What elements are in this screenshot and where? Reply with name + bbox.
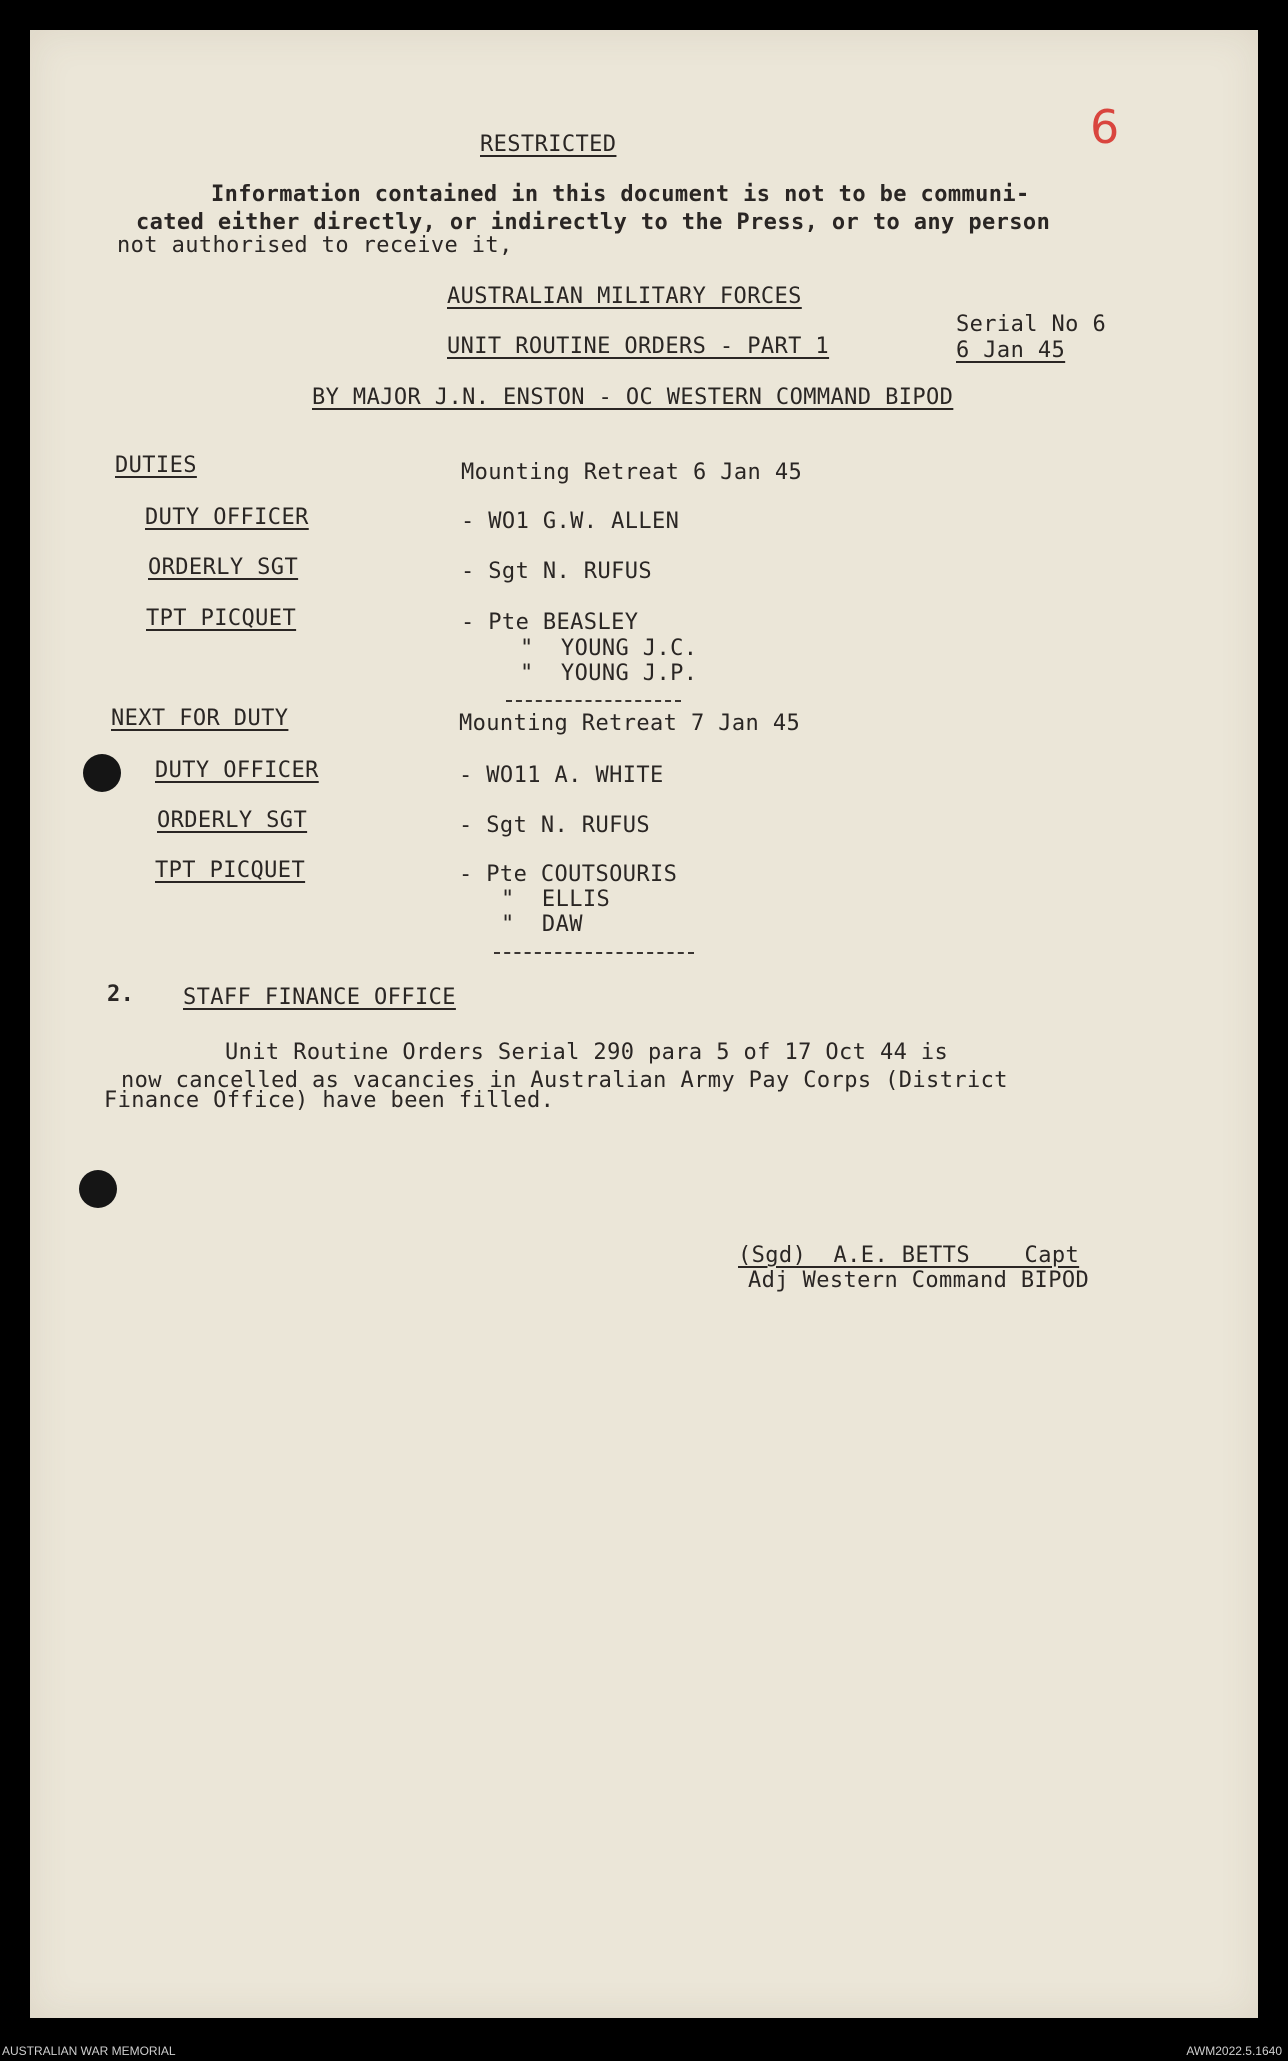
serial-date: 6 Jan 45 [956, 338, 1066, 363]
section-2-title: STAFF FINANCE OFFICE [183, 985, 456, 1010]
next-duty-officer-label: DUTY OFFICER [155, 758, 319, 783]
duties-orderly-sgt-value: - Sgt N. RUFUS [461, 559, 653, 584]
duties-mounting: Mounting Retreat 6 Jan 45 [461, 460, 803, 485]
section-2-body-line-1: Unit Routine Orders Serial 290 para 5 of 17 Oct 44 is [225, 1040, 949, 1065]
duties-tpt-picquet-value-2: " YOUNG J.C. [520, 636, 698, 661]
section-2-body-line-2: now cancelled as vacancies in Australian Army Pay Corps (District [121, 1068, 1008, 1093]
punch-hole [79, 1170, 117, 1208]
duties-duty-officer-value: - WO1 G.W. ALLEN [461, 509, 680, 534]
next-tpt-picquet-value-1: - Pte COUTSOURIS [459, 862, 678, 887]
duties-orderly-sgt-label: ORDERLY SGT [148, 555, 299, 580]
section-2-body-line-3: Finance Office) have been filled. [104, 1088, 555, 1113]
next-mounting: Mounting Retreat 7 Jan 45 [459, 711, 801, 736]
next-tpt-picquet-label: TPT PICQUET [155, 858, 306, 883]
duties-tpt-picquet-value-1: - Pte BEASLEY [461, 610, 639, 635]
section-2-number: 2. [107, 982, 135, 1007]
duties-label: DUTIES [115, 453, 197, 478]
serial-number: Serial No 6 [956, 312, 1107, 337]
footer-archive-name: AUSTRALIAN WAR MEMORIAL [2, 2044, 176, 2058]
heading-orders: UNIT ROUTINE ORDERS - PART 1 [447, 334, 830, 359]
punch-hole [83, 754, 121, 792]
section-divider [506, 700, 681, 702]
warning-line-2: cated either directly, or indirectly to the Press, or to any person [136, 210, 1051, 235]
signature-line-2: Adj Western Command BIPOD [748, 1268, 1090, 1293]
next-orderly-sgt-label: ORDERLY SGT [157, 808, 308, 833]
folio-number: 6 [1090, 100, 1120, 154]
heading-force: AUSTRALIAN MILITARY FORCES [447, 284, 802, 309]
section-divider [494, 952, 694, 954]
footer-accession-number: AWM2022.5.1640 [1186, 2044, 1282, 2058]
next-duty-officer-value: - WO11 A. WHITE [459, 763, 664, 788]
heading-by: BY MAJOR J.N. ENSTON - OC WESTERN COMMAND BIPOD [312, 385, 954, 410]
warning-line-1: Information contained in this document is not to be communi- [211, 182, 1030, 207]
next-tpt-picquet-value-2: " ELLIS [501, 887, 611, 912]
warning-line-3: not authorised to receive it, [117, 233, 513, 258]
duties-tpt-picquet-label: TPT PICQUET [146, 606, 297, 631]
signature-line-1: (Sgd) A.E. BETTS Capt [738, 1243, 1080, 1268]
next-tpt-picquet-value-3: " DAW [501, 912, 583, 937]
duties-duty-officer-label: DUTY OFFICER [145, 505, 309, 530]
next-for-duty-label: NEXT FOR DUTY [111, 706, 289, 731]
next-orderly-sgt-value: - Sgt N. RUFUS [459, 813, 651, 838]
classification-heading: RESTRICTED [480, 132, 617, 157]
duties-tpt-picquet-value-3: " YOUNG J.P. [520, 661, 698, 686]
